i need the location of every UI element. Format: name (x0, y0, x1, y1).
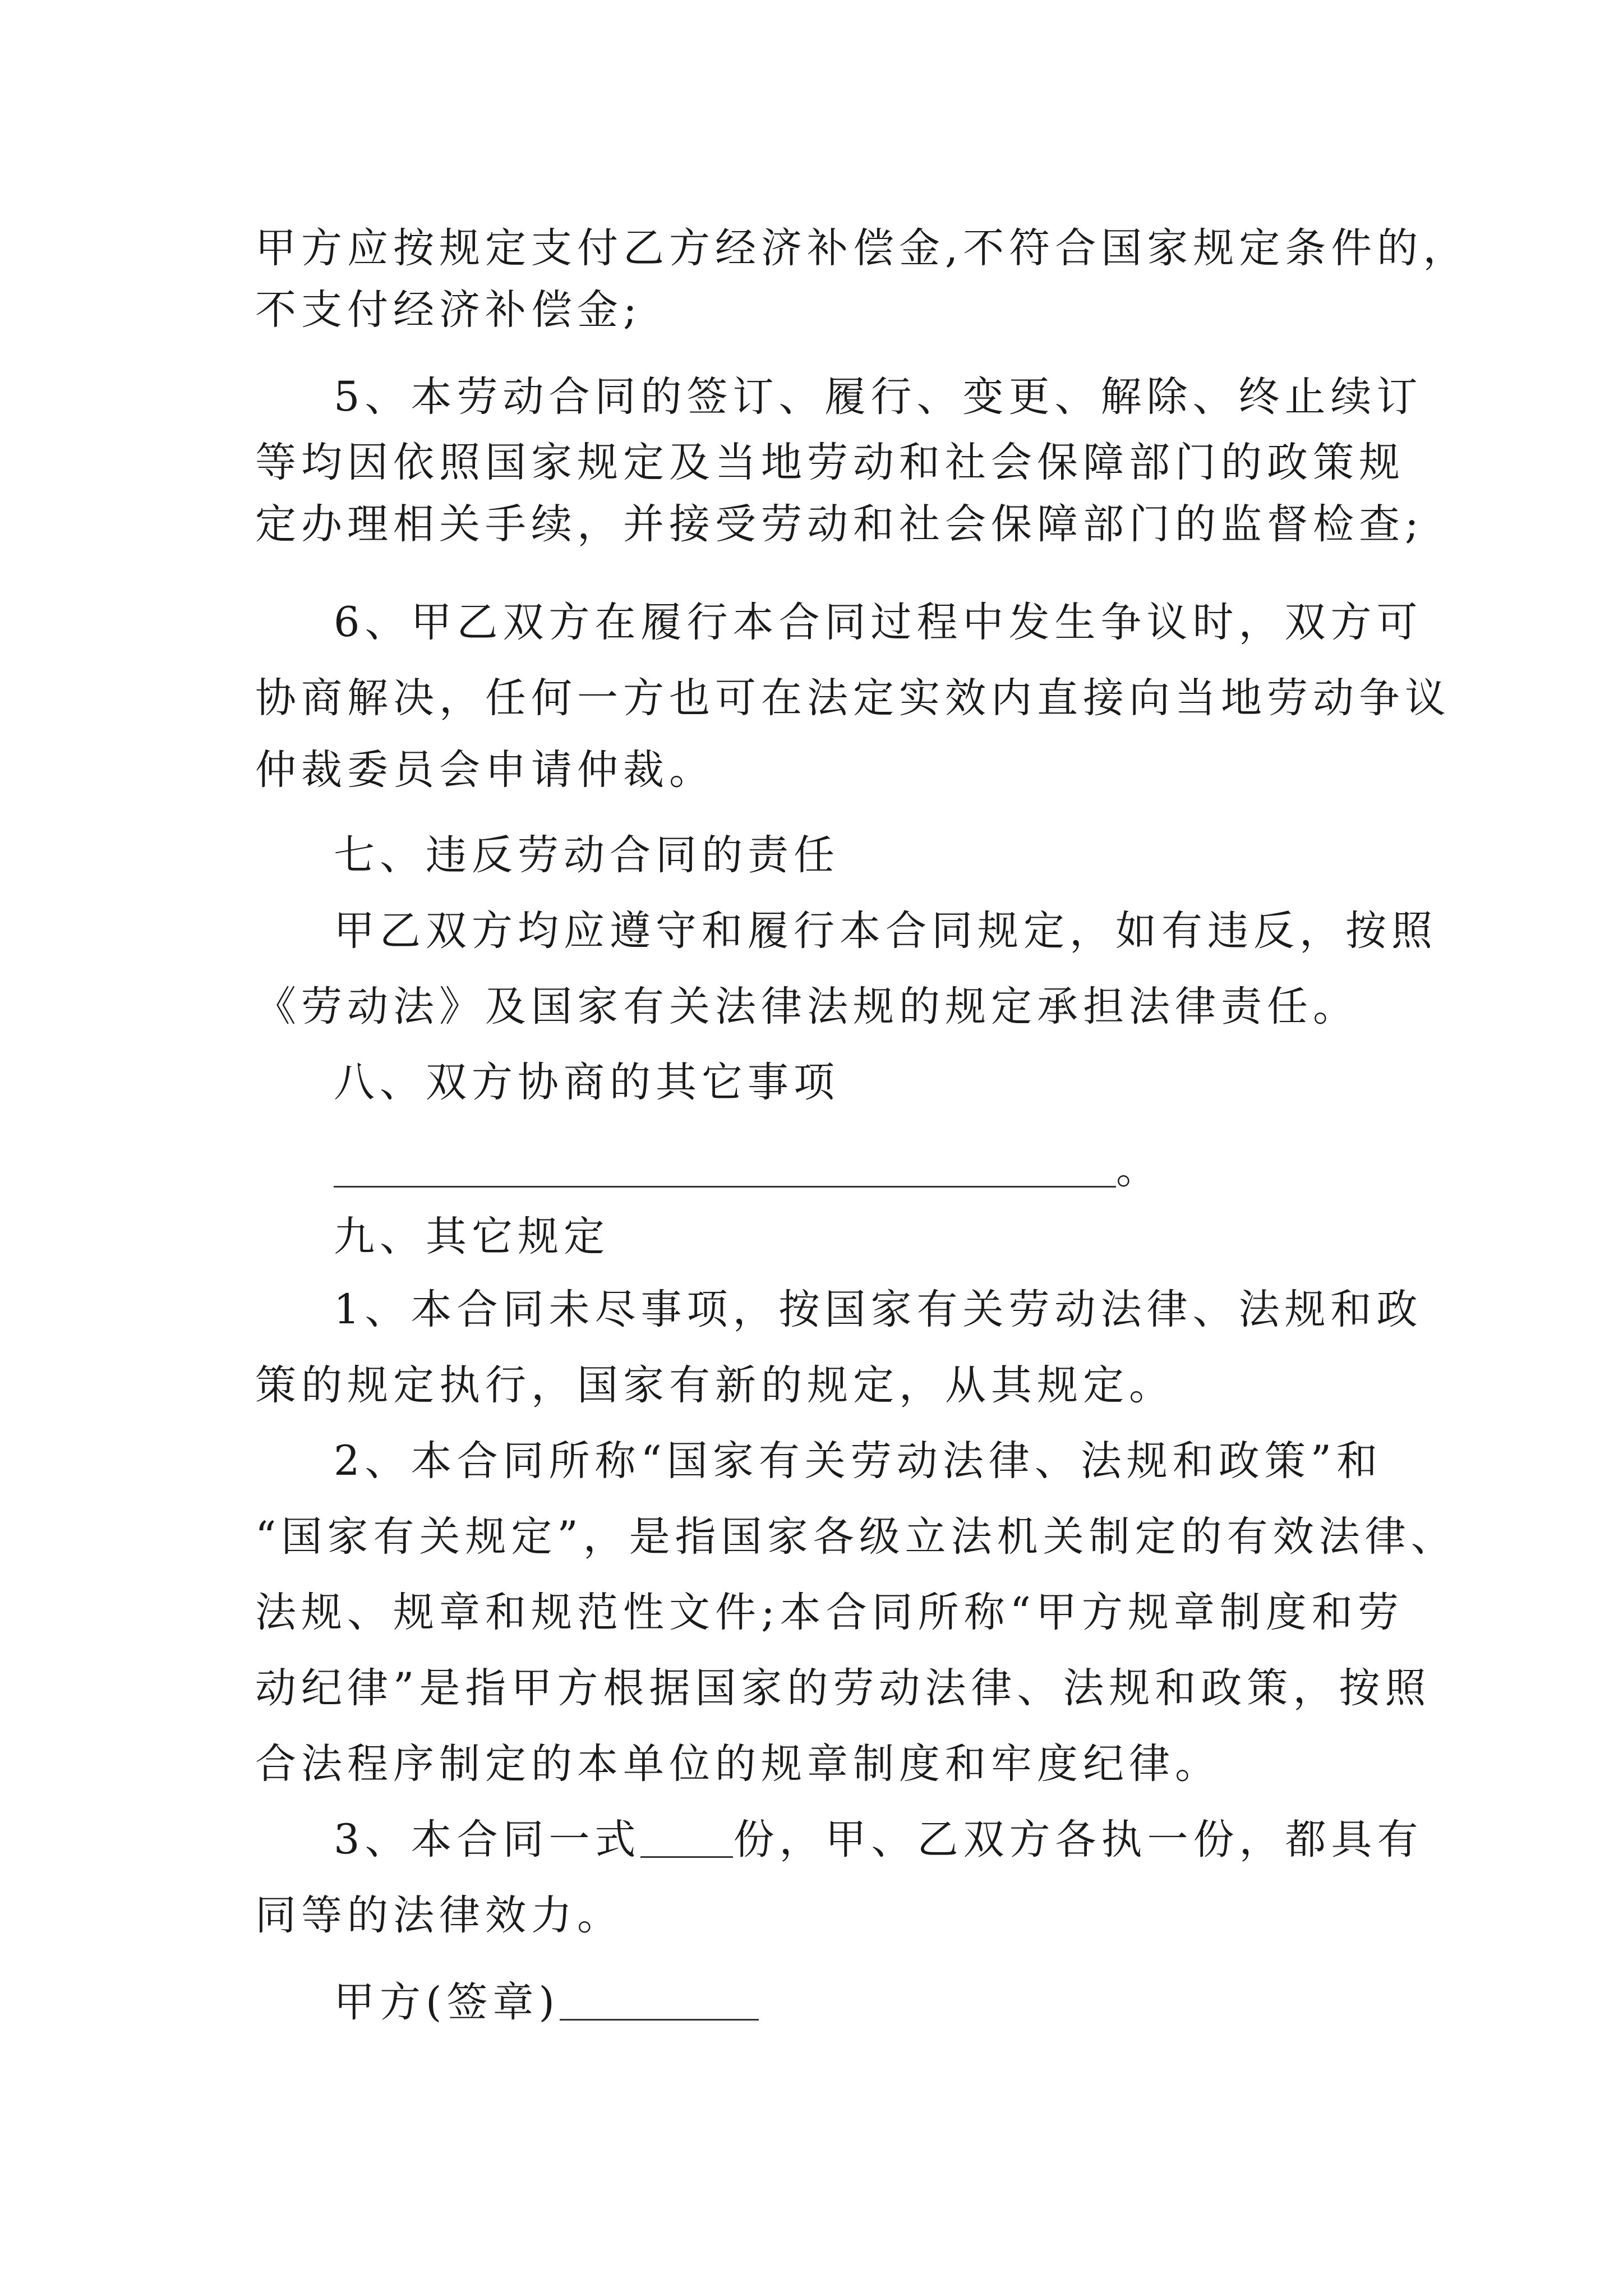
section-heading: 九、其它规定 (334, 1213, 610, 1260)
section-heading: 八、双方协商的其它事项 (334, 1059, 840, 1106)
text-line: 等均因依照国家规定及当地劳动和社会保障部门的政策规 (255, 439, 1405, 486)
text-line: 《劳动法》及国家有关法律法规的规定承担法律责任。 (255, 983, 1359, 1030)
text-line: 5、本劳动合同的签订、履行、变更、解除、终止续订 (334, 373, 1423, 421)
copies-line (334, 1809, 1423, 1871)
party-a-signature-blank (560, 1972, 759, 2021)
period-mark: 。 (1116, 1145, 1162, 1193)
party-a-signature-label: 甲方(签章) (334, 1978, 560, 2026)
party-a-signature-line (334, 1972, 759, 2033)
text-line: “国家有关规定”，是指国家各级立法机关制定的有效法律、 (255, 1513, 1457, 1561)
text-line: 2、本合同所称“国家有关劳动法律、法规和政策”和 (334, 1437, 1383, 1485)
text-line: 动纪律”是指甲方根据国家的劳动法律、法规和政策，按照 (255, 1664, 1431, 1712)
text-line: 同等的法律效力。 (255, 1892, 623, 1939)
text-line: 仲裁委员会申请仲裁。 (255, 746, 715, 794)
text-line: 法规、规章和规范性文件;本合同所称“甲方规章制度和劳 (255, 1589, 1404, 1636)
text-line: 6、甲乙双方在履行本合同过程中发生争议时，双方可 (334, 599, 1423, 646)
fill-blank-line (334, 1139, 1162, 1200)
text-line: 甲方应按规定支付乙方经济补偿金,不符合国家规定条件的， (255, 224, 1469, 272)
text-line: 策的规定执行，国家有新的规定，从其规定。 (255, 1361, 1175, 1409)
copies-suffix: 份，甲、乙双方各执一份，都具有 (733, 1816, 1423, 1864)
text-line: 协商解决，任何一方也可在法定实效内直接向当地劳动争议 (255, 674, 1451, 722)
text-line: 定办理相关手续，并接受劳动和社会保障部门的监督检查; (255, 500, 1424, 548)
text-line: 1、本合同未尽事项，按国家有关劳动法律、法规和政 (334, 1286, 1423, 1333)
copies-count-blank (640, 1809, 733, 1858)
text-line: 合法程序制定的本单位的规章制度和牢度纪律。 (255, 1740, 1221, 1788)
copies-prefix: 3、本合同一式 (334, 1816, 641, 1864)
text-line: 不支付经济补偿金; (255, 286, 642, 334)
section-heading: 七、违反劳动合同的责任 (334, 831, 840, 879)
text-line: 甲乙双方均应遵守和履行本合同规定，如有违反，按照 (334, 907, 1437, 955)
fill-in-blank (334, 1139, 1116, 1188)
